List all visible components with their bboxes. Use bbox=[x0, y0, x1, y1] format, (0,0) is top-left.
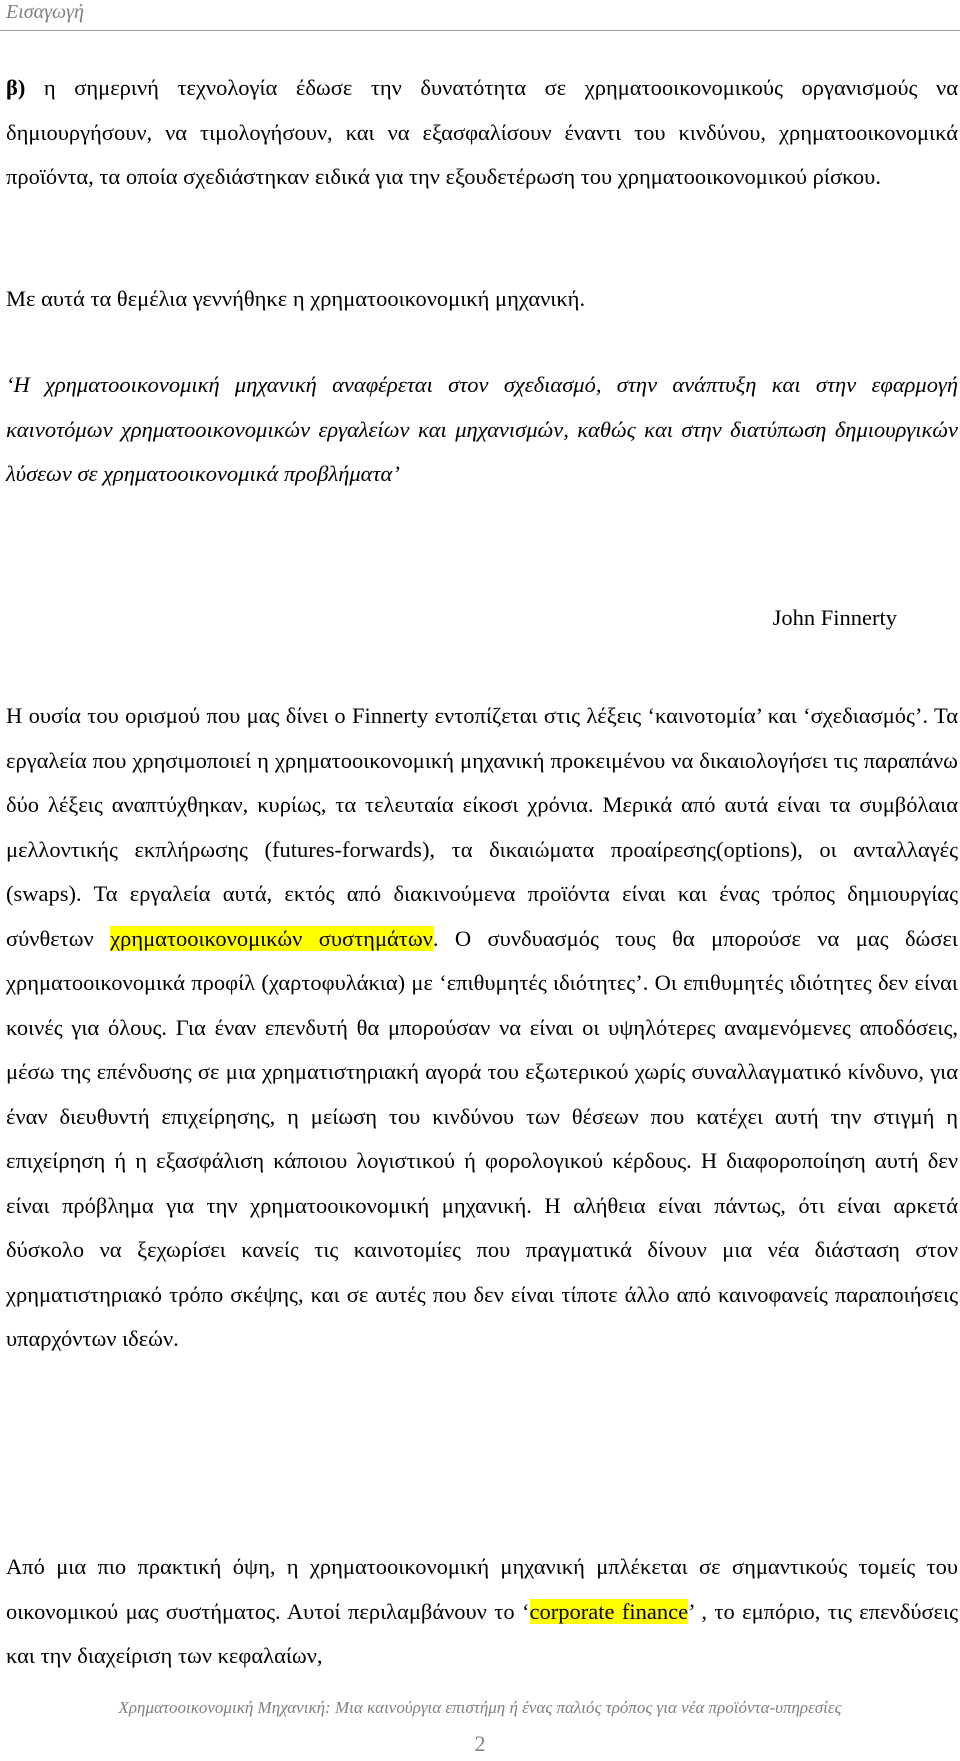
paragraph-practical-text-2: ’ , το εμπόριο, τις επενδύσεις και την διαχείριση των κεφαλαίων, bbox=[6, 1598, 959, 1668]
paragraph-essence-text-1: Η ουσία του ορισμού που μας δίνει ο Finnerty εντοπίζεται στις λέξεις ‘καινοτομία’ και ‘σχεδιασμός’. Τα εργαλεία που χρησιμοποιεί η χρηματοοικονομική μηχανική προκειμένου να δικαιολογήσει τις παραπάνω δύο λέξεις αναπτύχθηκαν, κυρίως, τα τελευταία είκοσι χρόνια. Μερικά από αυτά είναι τα συμβόλαια μελλοντικής εκπλήρωσης (futures-forwards), τα δικαιώματα προαίρεσης(options), οι ανταλλαγές (swaps). Τα εργαλεία αυτά, εκτός από διακινούμενα προϊόντα είναι και ένας τρόπος δημιουργίας σύνθετων bbox=[6, 703, 958, 951]
paragraph-foundations: Με αυτά τα θεμέλια γεννήθηκε η χρηματοοικονομική μηχανική. bbox=[6, 286, 586, 311]
header-divider bbox=[0, 30, 960, 31]
paragraph-b bbox=[6, 66, 958, 200]
paragraph-essence bbox=[6, 694, 958, 1362]
list-label-b: β) bbox=[6, 75, 26, 100]
quote-attribution: John Finnerty bbox=[772, 605, 897, 630]
highlighted-term-corporate-finance: corporate finance bbox=[529, 1598, 689, 1624]
paragraph-b-text: η σημερινή τεχνολογία έδωσε την δυνατότητα σε χρηματοοικονομικούς οργανισμούς να δημιουργήσουν, να τιμολογήσουν, και να εξασφαλίσουν έναντι του κινδύνου, χρηματοοικονομικά προϊόντα, τα οποία σχεδιάστηκαν ειδικά για την εξουδετέρωση του χρηματοοικονομικού ρίσκου. bbox=[6, 75, 958, 189]
paragraph-essence-text-2: . Ο συνδυασμός τους θα μπορούσε να μας δώσει χρηματοοικονομικά προφίλ (χαρτοφυλάκια) με ‘επιθυμητές ιδιότητες’. Οι επιθυμητές ιδιότητες δεν είναι κοινές για όλους. Για έναν επενδυτή θα μπορούσαν να είναι οι υψηλότερες αναμενόμενες αποδόσεις, μέσω της επένδυσης σε μια χρηματιστηριακή αγορά του εξωτερικού χωρίς συναλλαγματικό κίνδυνο, για έναν διευθυντή επιχείρησης, η μείωση του κινδύνου των θέσεων που κατέχει αυτή την στιγμή η επιχείρηση ή η εξασφάλιση κάποιου λογιστικού ή φορολογικού κέρδους. Η διαφοροποίηση αυτή δεν είναι πρόβλημα για την χρηματοοικονομική μηχανική. Η αλήθεια είναι πάντως, ότι είναι αρκετά δύσκολο να ξεχωρίσει κανείς τις καινοτομίες που πραγματικά δίνουν μια νέα διάσταση στον χρηματιστηριακό τρόπο σκέψης, και σε αυτές που δεν είναι τίποτε άλλο από καινοφανείς παραποιήσεις υπαρχόντων ιδεών. bbox=[6, 925, 958, 1351]
paragraph-practical-text-1: Από μια πιο πρακτική όψη, η χρηματοοικονομική μηχανική μπλέκεται σε σημαντικούς τομείς του οικονομικού μας συστήματος. Αυτοί περιλαμβάνουν το ‘ bbox=[6, 1554, 958, 1624]
paragraph-practical bbox=[6, 1545, 958, 1679]
running-header: Εισαγωγή bbox=[6, 1, 84, 23]
finnerty-quote: ‘Η χρηματοοικονομική μηχανική αναφέρεται στον σχεδιασμό, στην ανάπτυξη και στην εφαρμογή καινοτόμων χρηματοοικονομικών εργαλείων και μηχανισμών, καθώς και στην διατύπωση δημιουργικών λύσεων σε χρηματοοικονομικά προβλήματα’ bbox=[6, 372, 958, 486]
running-footer: Χρηματοοικονομική Μηχανική: Μια καινούργια επιστήμη ή ένας παλιός τρόπος για νέα προϊόντα-υπηρεσίες bbox=[118, 1698, 842, 1717]
highlighted-term-systems: χρηματοοικονομικών συστημάτων bbox=[110, 925, 433, 951]
page-number: 2 bbox=[474, 1731, 486, 1756]
